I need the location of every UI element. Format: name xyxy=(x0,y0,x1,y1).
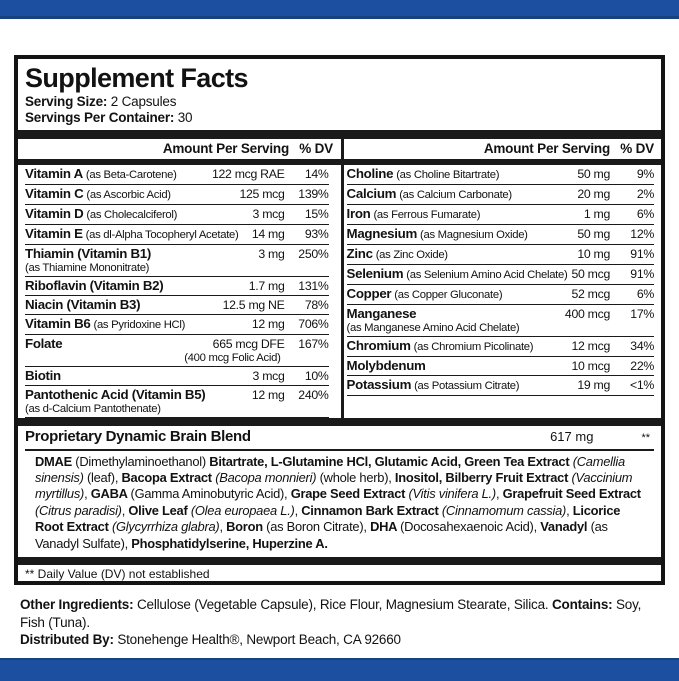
blend-ingredient-segment: (Citrus paradisi) xyxy=(35,502,122,518)
blend-ingredient-segment: GABA xyxy=(90,486,131,502)
bottom-accent-bar xyxy=(0,658,679,681)
nutrient-row xyxy=(347,205,654,225)
nutrient-name: Riboflavin (Vitamin B2) xyxy=(25,278,164,293)
nutrient-name: Vitamin B6 xyxy=(25,316,91,331)
nutrient-amount: 10 mg xyxy=(577,247,610,261)
nutrient-form: (as Copper Gluconate) xyxy=(394,289,503,301)
other-ingredients-label: Other Ingredients: xyxy=(20,597,134,612)
nutrient-amount: 14 mg xyxy=(251,227,285,241)
nutrient-amount: 20 mg xyxy=(577,187,610,201)
nutrients-left-column xyxy=(25,165,329,418)
blend-ingredient-segment: (Olea europaea L.) xyxy=(190,502,295,518)
nutrient-form: (as Ferrous Fumarate) xyxy=(373,209,481,221)
blend-ingredient-segment: (Dimethylaminoethanol) xyxy=(75,453,210,469)
nutrient-dv: 14% xyxy=(304,167,329,181)
nutrient-row xyxy=(347,337,654,357)
nutrient-form: (as Beta-Carotene) xyxy=(85,169,177,181)
dv-header: % DV xyxy=(620,141,654,156)
blend-ingredient-segment: , xyxy=(84,486,91,502)
blend-ingredient-segment: DHA xyxy=(370,519,401,535)
nutrient-name: Copper xyxy=(346,286,392,301)
other-ingredients-line xyxy=(20,596,665,631)
blend-ingredient-segment: Bacopa Extract xyxy=(121,469,216,485)
nutrient-row xyxy=(25,315,329,335)
nutrient-name: Folate xyxy=(25,336,63,351)
blend-ingredient-segment: Inositol, Bilberry Fruit Extract xyxy=(394,469,572,485)
blend-ingredient-segment: , xyxy=(294,502,302,518)
nutrient-form: (as Ascorbic Acid) xyxy=(86,189,171,201)
nutrient-row xyxy=(347,376,654,396)
nutrient-dv: 250% xyxy=(298,247,329,261)
blend-ingredient-segment: , xyxy=(219,519,227,535)
nutrient-amount: 1.7 mg xyxy=(248,279,285,293)
nutrient-name: Choline xyxy=(346,166,394,181)
nutrient-name: Potassium xyxy=(346,377,412,392)
nutrient-dv: 78% xyxy=(304,298,329,312)
thick-rule xyxy=(18,130,661,139)
blend-ingredient-segment: , xyxy=(121,502,129,518)
nutrient-dv: 6% xyxy=(636,287,654,301)
nutrient-form: (as Calcium Carbonate) xyxy=(399,189,512,201)
nutrient-form: (as Zinc Oxide) xyxy=(375,249,448,261)
nutrient-name: Vitamin A xyxy=(25,166,83,181)
nutrient-dv: 167% xyxy=(298,337,329,351)
nutrient-name: Biotin xyxy=(25,368,61,383)
nutrient-row xyxy=(25,386,329,418)
nutrient-name: Vitamin E xyxy=(25,226,83,241)
serving-size-label: Serving Size: xyxy=(25,94,108,109)
nutrient-amount: 665 mcg DFE xyxy=(212,337,285,351)
nutrient-row xyxy=(25,245,329,277)
nutrient-amount: 10 mcg xyxy=(571,359,610,373)
amount-per-serving-header: Amount Per Serving xyxy=(483,141,610,156)
nutrient-row xyxy=(25,367,329,386)
nutrient-row xyxy=(347,185,654,205)
contains-label: Contains: xyxy=(552,597,613,612)
nutrient-amount: 125 mcg xyxy=(239,187,285,201)
nutrient-dv: 9% xyxy=(636,167,654,181)
nutrient-row xyxy=(347,245,654,265)
blend-ingredient-segment: Phosphatidylserine, Huperzine A. xyxy=(131,535,328,551)
nutrient-amount: 12 mg xyxy=(251,317,285,331)
nutrients-right-column xyxy=(347,165,654,396)
other-ingredients-text: Cellulose (Vegetable Capsule), Rice Flour, Magnesium Stearate, Silica. xyxy=(133,597,552,612)
blend-ingredient-segment: (Cinnamomum cassia) xyxy=(441,502,567,518)
nutrient-subline: (400 mcg Folic Acid) xyxy=(184,352,281,364)
nutrient-row xyxy=(347,225,654,245)
nutrient-row xyxy=(25,335,329,367)
blend-ingredient-segment: (Glycyrrhiza glabra) xyxy=(111,519,220,535)
nutrient-amount: 19 mg xyxy=(577,378,610,392)
blend-ingredient-segment: (leaf), xyxy=(83,469,122,485)
nutrient-form: (as Magnesium Oxide) xyxy=(420,229,528,241)
nutrient-row xyxy=(25,185,329,205)
nutrient-form: (as Pyridoxine HCl) xyxy=(93,319,186,331)
nutrient-dv: 17% xyxy=(630,307,654,321)
nutrient-name: Chromium xyxy=(346,338,411,353)
nutrient-name: Zinc xyxy=(346,246,373,261)
distributed-by-label: Distributed By: xyxy=(20,632,114,647)
nutrient-row xyxy=(347,357,654,376)
blend-ingredient-segment: Olive Leaf xyxy=(128,502,191,518)
nutrient-name: Iron xyxy=(346,206,371,221)
nutrient-row xyxy=(347,265,654,285)
nutrient-row xyxy=(25,205,329,225)
blend-ingredient-segment: (Vitis vinifera L.) xyxy=(408,486,496,502)
nutrient-dv: 131% xyxy=(298,279,329,293)
blend-ingredient-segment: , xyxy=(495,486,503,502)
proprietary-blend-amount: 617 mg xyxy=(550,429,594,444)
nutrient-amount: 50 mg xyxy=(577,227,610,241)
distributed-by-line xyxy=(20,631,665,649)
nutrient-amount: 50 mcg xyxy=(571,267,610,281)
nutrient-name: Vitamin C xyxy=(25,186,84,201)
blend-ingredient-segment: Grapefruit Seed Extract xyxy=(502,486,641,502)
nutrient-amount: 52 mcg xyxy=(571,287,610,301)
right-column-header xyxy=(351,139,654,159)
nutrient-dv: 139% xyxy=(298,187,329,201)
thick-rule xyxy=(18,418,661,426)
amount-per-serving-header: Amount Per Serving xyxy=(162,141,289,156)
servings-per-container-line xyxy=(25,110,654,126)
footer xyxy=(20,596,665,649)
proprietary-blend-ingredients xyxy=(25,451,654,557)
proprietary-blend-title: Proprietary Dynamic Brain Blend xyxy=(25,428,251,445)
nutrient-form: (as Selenium Amino Acid Chelate) xyxy=(406,269,568,281)
column-divider xyxy=(341,130,344,418)
blend-ingredient-segment: (Camellia sinensis) xyxy=(35,453,625,485)
nutrient-dv: 2% xyxy=(636,187,654,201)
blend-ingredient-segment: (Bacopa monnieri) xyxy=(215,469,317,485)
nutrient-name: Pantothenic Acid (Vitamin B5) xyxy=(25,387,206,402)
top-accent-bar xyxy=(0,0,679,19)
nutrient-row xyxy=(347,305,654,337)
nutrient-dv: <1% xyxy=(629,378,654,392)
nutrient-form: (as Chromium Picolinate) xyxy=(413,341,534,353)
blend-ingredient-segment: Grape Seed Extract xyxy=(290,486,409,502)
nutrient-dv: 706% xyxy=(298,317,329,331)
column-headers xyxy=(25,139,654,159)
nutrient-form: (as Potassium Citrate) xyxy=(414,380,520,392)
nutrient-row xyxy=(25,296,329,315)
nutrient-name: Thiamin (Vitamin B1) xyxy=(25,246,152,261)
nutrient-row xyxy=(25,277,329,296)
servings-label: Servings Per Container: xyxy=(25,110,175,125)
nutrient-dv: 91% xyxy=(630,247,654,261)
nutrient-dv: 10% xyxy=(304,369,329,383)
nutrient-row xyxy=(25,165,329,185)
supplement-facts-panel xyxy=(14,55,665,585)
blend-ingredient-segment: , xyxy=(566,502,573,518)
blend-ingredient-segment: Cinnamon Bark Extract xyxy=(301,502,442,518)
nutrient-amount: 12 mg xyxy=(251,388,285,402)
blend-ingredient-segment: Boron xyxy=(226,519,267,535)
distributed-by-text: Stonehenge Health®, Newport Beach, CA 92660 xyxy=(113,632,401,647)
nutrient-dv: 6% xyxy=(636,207,654,221)
nutrient-row xyxy=(25,225,329,245)
blend-ingredient-segment: (Docosahexaenoic Acid), xyxy=(400,519,541,535)
servings-value: 30 xyxy=(174,110,193,125)
nutrient-amount: 50 mg xyxy=(577,167,610,181)
nutrient-amount: 3 mcg xyxy=(252,369,285,383)
nutrient-name: Manganese xyxy=(346,306,417,321)
nutrients-table xyxy=(25,130,654,418)
nutrient-subline: (as Manganese Amino Acid Chelate) xyxy=(346,322,520,334)
nutrient-amount: 122 mcg RAE xyxy=(211,167,285,181)
nutrient-name: Vitamin D xyxy=(25,206,84,221)
nutrient-amount: 12 mcg xyxy=(571,339,610,353)
supplement-facts-title: Supplement Facts xyxy=(25,63,248,93)
blend-ingredient-segment: (as Vanadyl Sulfate), xyxy=(35,519,608,551)
blend-ingredient-segment: (as Boron Citrate), xyxy=(266,519,371,535)
proprietary-blend-header xyxy=(25,426,654,448)
nutrient-amount: 3 mg xyxy=(258,247,285,261)
nutrient-row xyxy=(347,285,654,305)
nutrient-name: Selenium xyxy=(346,266,404,281)
blend-ingredient-segment: (whole herb), xyxy=(316,469,395,485)
left-column-header xyxy=(25,139,333,159)
nutrient-row xyxy=(347,165,654,185)
blend-ingredient-segment: DMAE xyxy=(35,453,76,469)
nutrient-name: Calcium xyxy=(346,186,397,201)
nutrient-amount: 400 mcg xyxy=(564,307,610,321)
nutrient-amount: 3 mcg xyxy=(252,207,285,221)
nutrient-subline: (as Thiamine Mononitrate) xyxy=(25,262,150,274)
daily-value-footnote: ** Daily Value (DV) not established xyxy=(25,566,210,581)
nutrient-dv: 240% xyxy=(298,388,329,402)
nutrient-dv: 34% xyxy=(630,339,654,353)
contains-text: Soy, Fish (Tuna). xyxy=(20,597,642,630)
nutrient-name: Magnesium xyxy=(346,226,417,241)
nutrient-form: (as Choline Bitartrate) xyxy=(396,169,500,181)
thick-rule xyxy=(18,557,661,565)
serving-size-line xyxy=(25,94,654,110)
nutrient-subline: (as d-Calcium Pantothenate) xyxy=(25,403,161,415)
proprietary-blend-dv-asterisks: ** xyxy=(641,432,650,444)
blend-ingredient-segment: (Gamma Aminobutyric Acid), xyxy=(130,486,291,502)
blend-ingredient-segment: Bitartrate, L-Glutamine HCl, Glutamic Acid, Green Tea Extract xyxy=(209,453,573,469)
nutrient-amount: 12.5 mg NE xyxy=(222,298,285,312)
blend-ingredient-segment: Vanadyl xyxy=(540,519,591,535)
blend-ingredient-segment: (Vaccinium myrtillus) xyxy=(35,469,633,502)
nutrient-dv: 91% xyxy=(630,267,654,281)
nutrient-dv: 93% xyxy=(304,227,329,241)
serving-size-value: 2 Capsules xyxy=(107,94,177,109)
nutrient-dv: 15% xyxy=(304,207,329,221)
nutrient-name: Niacin (Vitamin B3) xyxy=(25,297,141,312)
blend-ingredient-segment: Licorice Root Extract xyxy=(35,502,621,535)
nutrient-name: Molybdenum xyxy=(346,358,426,373)
nutrient-form: (as dl-Alpha Tocopheryl Acetate) xyxy=(85,229,239,241)
nutrient-form: (as Cholecalciferol) xyxy=(86,209,178,221)
nutrient-dv: 22% xyxy=(630,359,654,373)
nutrient-amount: 1 mg xyxy=(583,207,610,221)
nutrient-dv: 12% xyxy=(630,227,654,241)
dv-header: % DV xyxy=(299,141,333,156)
